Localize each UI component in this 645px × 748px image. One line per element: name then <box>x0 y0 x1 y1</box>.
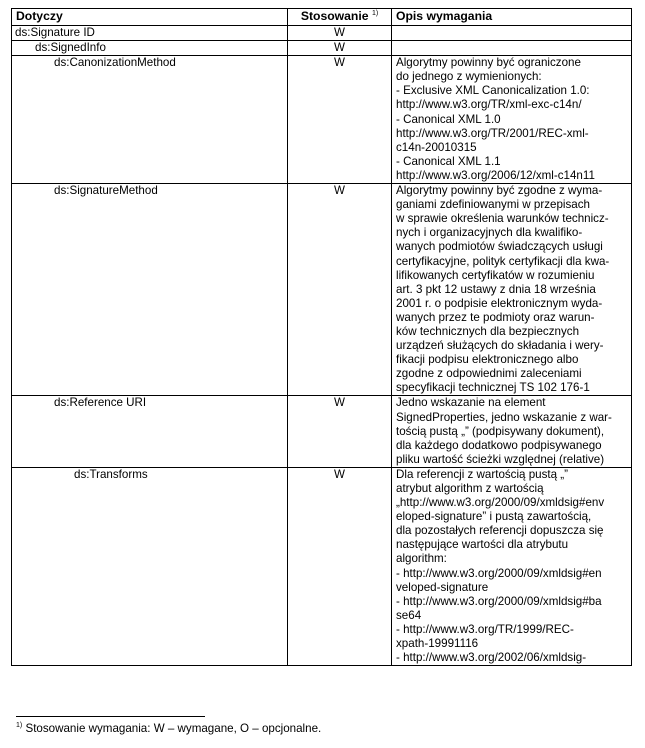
usage-value: W <box>288 41 392 56</box>
description-line: do jednego z wymienionych: <box>396 70 542 84</box>
description-line: http://www.w3.org/2006/12/xml-c14n11 <box>396 168 595 182</box>
usage-value: W <box>288 56 392 184</box>
description-line: zgodne z odpowiednimi zaleceniami <box>396 367 582 381</box>
description-line: - Canonical XML 1.1 <box>396 154 501 168</box>
description-line: SignedProperties, jedno wskazanie z war- <box>396 410 612 424</box>
description-line: pliku wartość ścieżki względnej (relative) <box>396 452 605 466</box>
description-line: następujące wartości dla atrybutu <box>396 538 569 552</box>
description-line: - http://www.w3.org/TR/1999/REC- <box>396 622 574 636</box>
requirement-description <box>392 184 632 396</box>
footnote-text: Stosowanie wymagania: W – wymagane, O – opcjonalne. <box>22 722 322 735</box>
element-name: ds:Signature ID <box>12 26 288 41</box>
requirement-description <box>392 467 632 665</box>
table-row <box>12 56 632 184</box>
table-row <box>12 467 632 665</box>
description-line: Algorytmy powinny być zgodne z wyma- <box>396 184 603 198</box>
description-line: dla każdego dodatkowo podpisywanego <box>396 438 602 452</box>
description-line: ków technicznych dla bezpiecznych <box>396 324 580 338</box>
footnote-divider <box>16 716 205 717</box>
usage-value: W <box>288 467 392 665</box>
table-row <box>12 396 632 467</box>
description-line: - http://www.w3.org/2000/09/xmldsig#en <box>396 566 602 580</box>
description-line: algorithm: <box>396 552 447 566</box>
description-line: veloped-signature <box>396 580 489 594</box>
element-name: ds:Reference URI <box>12 396 288 467</box>
requirement-description <box>392 26 632 41</box>
element-name: ds:Transforms <box>12 467 288 665</box>
usage-value: W <box>288 184 392 396</box>
description-line: w sprawie określenia warunków technicz- <box>396 212 609 226</box>
table-row <box>12 184 632 396</box>
footnote <box>16 722 321 735</box>
description-line: nych i organizacyjnych dla kwalifiko- <box>396 226 583 240</box>
header-opis-wymagania: Opis wymagania <box>392 9 632 26</box>
description-line: - Canonical XML 1.0 <box>396 112 501 126</box>
description-line: http://www.w3.org/TR/2001/REC-xml- <box>396 126 589 140</box>
usage-value: W <box>288 26 392 41</box>
requirements-table <box>11 8 632 666</box>
description-line: - Exclusive XML Canonicalization 1.0: <box>396 84 590 98</box>
description-line: - http://www.w3.org/2000/09/xmldsig#ba <box>396 594 602 608</box>
table-row <box>12 41 632 56</box>
footnote-ref: 1) <box>371 10 379 17</box>
header-stosowanie: Stosowanie $^{1)}$ <box>288 9 392 26</box>
table-header-row <box>12 9 632 26</box>
description-line: wanych przez te podmioty oraz warun- <box>396 310 595 324</box>
description-line: 2001 r. o podpisie elektronicznym wyda- <box>396 296 603 310</box>
description-line: - http://www.w3.org/2002/06/xmldsig- <box>396 651 587 665</box>
description-line: ganiami zdefiniowanymi w przepisach <box>396 198 590 212</box>
table-row <box>12 26 632 41</box>
description-line: urządzeń służących do składania i wery- <box>396 339 604 353</box>
description-line: lifikowanych certyfikatów w rozumieniu <box>396 268 595 282</box>
description-line: Dla referencji z wartością pustą „” <box>396 467 569 481</box>
description-line: c14n-20010315 <box>396 140 477 154</box>
requirement-description <box>392 56 632 184</box>
element-name: ds:SignedInfo <box>12 41 288 56</box>
description-line: dla pozostałych referencji dopuszcza się <box>396 524 604 538</box>
description-line: „http://www.w3.org/2000/09/xmldsig#env <box>396 496 605 510</box>
description-line: wanych podmiotów świadczących usługi <box>396 240 603 254</box>
description-line: tością pustą „” (podpisywany dokument), <box>396 424 605 438</box>
usage-value: W <box>288 396 392 467</box>
requirement-description <box>392 41 632 56</box>
header-dotyczy: Dotyczy <box>12 9 288 26</box>
element-name: ds:CanonizationMethod <box>12 56 288 184</box>
footnote-mark: 1) <box>16 722 23 729</box>
description-line: art. 3 pkt 12 ustawy z dnia 18 września <box>396 282 596 296</box>
description-line: xpath-19991116 <box>396 637 479 651</box>
description-line: Algorytmy powinny być ograniczone <box>396 56 581 70</box>
description-line: eloped-signature” i pustą zawartością, <box>396 510 592 524</box>
element-name: ds:SignatureMethod <box>12 184 288 396</box>
description-line: certyfikacyjne, polityk certyfikacji dla kwa- <box>396 254 610 268</box>
description-line: specyfikacji technicznej TS 102 176-1 <box>396 381 590 395</box>
description-line: se64 <box>396 608 422 622</box>
description-line: fikacji podpisu elektronicznego albo <box>396 353 579 367</box>
description-line: Jedno wskazanie na element <box>396 396 546 410</box>
description-line: atrybut algorithm z wartością <box>396 482 544 495</box>
description-line: http://www.w3.org/TR/xml-exc-c14n/ <box>396 98 582 112</box>
requirement-description <box>392 396 632 467</box>
